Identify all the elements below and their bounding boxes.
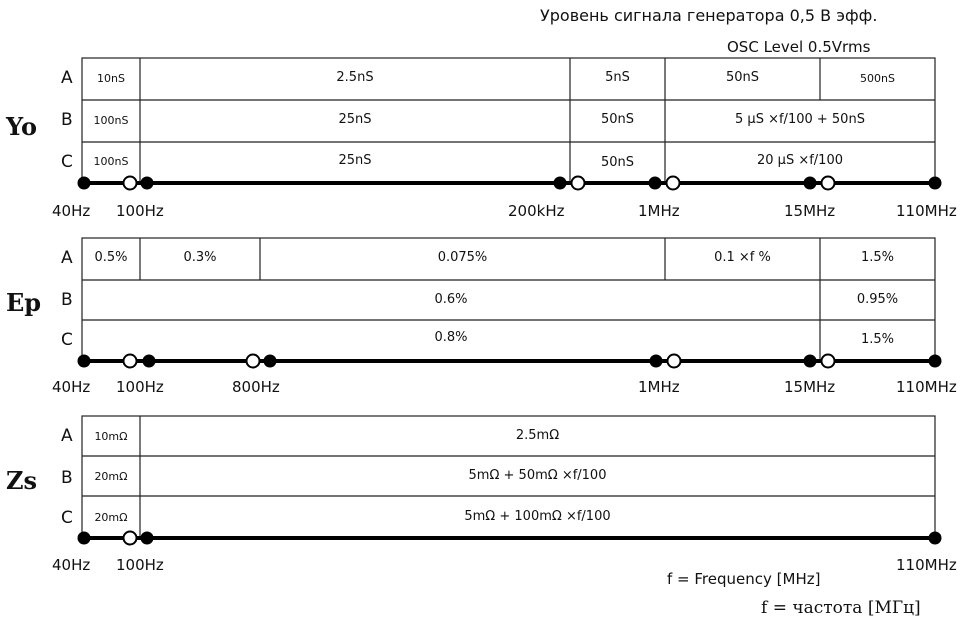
ep-c-cell-2: 1.5% [860, 332, 895, 347]
row-label-yo-b: B [61, 110, 73, 130]
yo-b-cell-4: 5 µS ×f/100 + 50nS [735, 112, 865, 127]
section-title-ep: Ep [6, 288, 42, 317]
ep-a-cell-2: 0.3% [183, 250, 217, 265]
row-label-zs-c: C [61, 508, 73, 528]
yo-a-cell-3: 5nS [605, 70, 630, 85]
yo-a-cell-5: 500nS [860, 72, 895, 85]
section-title-zs: Zs [6, 466, 38, 495]
yo-b-cell-1: 100nS [93, 114, 129, 127]
ep-freq-label: 110MHz [896, 378, 957, 396]
zs-a-cell-2: 2.5mΩ [515, 428, 560, 443]
ep-c-cell-1: 0.8% [434, 330, 468, 345]
osc-level-en: OSC Level 0.5Vrms [727, 38, 871, 56]
yo-freq-label: 110MHz [896, 202, 957, 220]
zs-c-cell-2: 5mΩ + 100mΩ ×f/100 [464, 509, 611, 524]
row-label-ep-a: A [61, 248, 73, 268]
zs-freq-label: 40Hz [52, 556, 91, 574]
ep-a-cell-3: 0.075% [437, 250, 488, 265]
osc-level-ru: Уровень сигнала генератора 0,5 В эфф. [540, 6, 878, 25]
zs-b-cell-1: 20mΩ [94, 470, 128, 483]
zs-freq-label: 100Hz [116, 556, 164, 574]
yo-freq-label: 15MHz [784, 202, 836, 220]
ep-freq-label: 1MHz [638, 378, 680, 396]
yo-a-cell-4: 50nS [725, 70, 760, 85]
ep-freq-label: 100Hz [116, 378, 164, 396]
yo-b-cell-2: 25nS [338, 112, 372, 127]
yo-freq-label: 40Hz [52, 202, 91, 220]
row-label-ep-b: B [61, 290, 73, 310]
ep-b-cell-2: 0.95% [856, 292, 899, 307]
yo-c-cell-4: 20 µS ×f/100 [757, 153, 843, 168]
ep-a-cell-5: 1.5% [860, 250, 895, 265]
yo-c-cell-3: 50nS [600, 155, 635, 170]
row-label-zs-b: B [61, 468, 73, 488]
ep-freq-label: 40Hz [52, 378, 91, 396]
ep-freq-label: 15MHz [784, 378, 836, 396]
ep-freq-label: 800Hz [232, 378, 280, 396]
row-label-yo-a: A [61, 68, 73, 88]
footer-frequency-note-ru: f = частота [МГц] [761, 598, 921, 618]
zs-freq-label: 110MHz [896, 556, 957, 574]
ep-b-cell-1: 0.6% [434, 292, 468, 307]
yo-freq-label: 1MHz [638, 202, 680, 220]
zs-a-cell-1: 10mΩ [94, 430, 128, 443]
yo-c-cell-2: 25nS [338, 153, 372, 168]
zs-c-cell-1: 20mΩ [94, 511, 128, 524]
yo-c-cell-1: 100nS [93, 155, 129, 168]
ep-a-cell-1: 0.5% [94, 250, 128, 265]
zs-b-cell-2: 5mΩ + 50mΩ ×f/100 [468, 468, 607, 483]
yo-a-cell-2: 2.5nS [336, 70, 374, 85]
row-label-yo-c: C [61, 152, 73, 172]
row-label-zs-a: A [61, 426, 73, 446]
yo-freq-label: 200kHz [508, 202, 565, 220]
yo-freq-label: 100Hz [116, 202, 164, 220]
section-title-yo: Yo [6, 112, 38, 141]
yo-a-cell-1: 10nS [97, 72, 125, 85]
ep-a-cell-4: 0.1 ×f % [714, 250, 771, 265]
row-label-ep-c: C [61, 330, 73, 350]
yo-b-cell-3: 50nS [600, 112, 635, 127]
footer-frequency-note-en: f = Frequency [MHz] [667, 570, 821, 588]
